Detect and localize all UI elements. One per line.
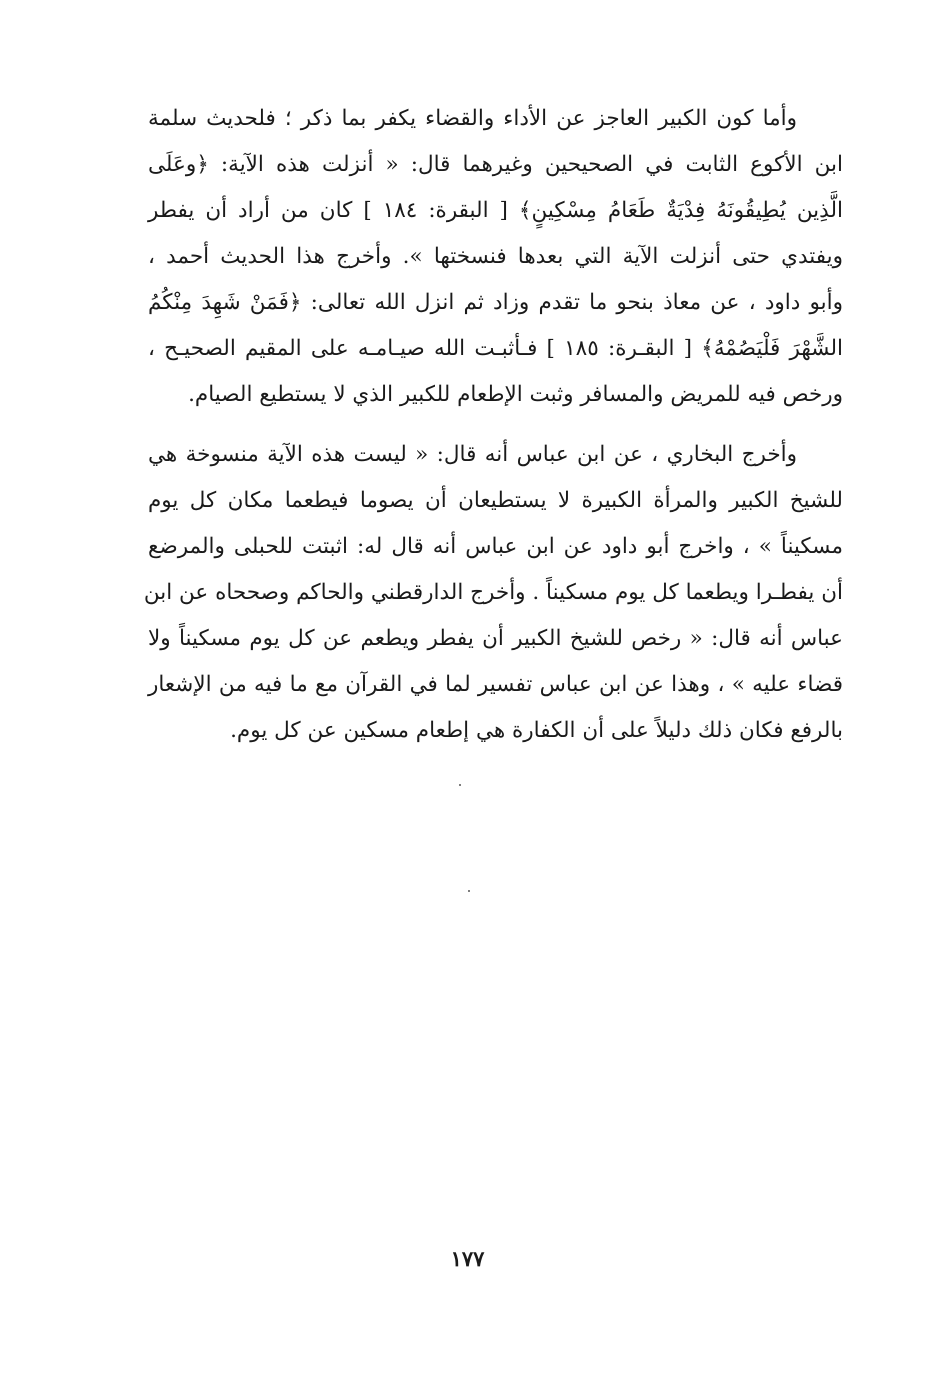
text-line: ورخص فيه للمريض والمسافر وثبت الإطعام للكبير الذي لا يستطيع الصيام. bbox=[188, 382, 843, 407]
text-line: مسكيناً » ، واخرج أبو داود عن ابن عباس أنه قال له: اثبتت للحبلى والمرضع bbox=[148, 534, 843, 559]
text-line: وأبو داود ، عن معاذ بنحو ما تقدم وزاد ثم انزل الله تعالى: ﴿فَمَنْ شَهِدَ مِنْكُمُ bbox=[148, 290, 843, 315]
paragraph-spacer bbox=[148, 418, 843, 432]
scan-speck bbox=[459, 784, 461, 786]
body-text bbox=[143, 96, 843, 754]
text-line: عباس أنه قال: « رخص للشيخ الكبير أن يفطر ويطعم عن كل يوم مسكيناً ولا bbox=[148, 626, 843, 651]
text-line: أن يفطـرا ويطعما كل يوم مسكيناً . وأخرج الدارقطني والحاكم وصححاه عن ابن bbox=[143, 580, 843, 605]
text-line: بالرفع فكان ذلك دليلاً على أن الكفارة هي إطعام مسكين عن كل يوم. bbox=[230, 718, 843, 743]
text-line: قضاء عليه » ، وهذا عن ابن عباس تفسير لما في القرآن مع ما فيه من الإشعار bbox=[148, 672, 843, 697]
text-line: ابن الأكوع الثابت في الصحيحين وغيرهما قال: « أنزلت هذه الآية: ﴿وعَلَى bbox=[148, 152, 843, 177]
text-line: ويفتدي حتى أنزلت الآية التي بعدها فنسختها ». وأخرج هذا الحديث أحمد ، bbox=[148, 244, 843, 269]
text-line: وأما كون الكبير العاجز عن الأداء والقضاء يكفر بما ذكر ؛ فلحديث سلمة bbox=[148, 106, 797, 131]
page-number: ١٧٧ bbox=[450, 1246, 485, 1271]
paragraph-2 bbox=[143, 432, 843, 754]
paragraph-1 bbox=[148, 96, 843, 418]
text-line: للشيخ الكبير والمرأة الكبيرة لا يستطيعان أن يصوما فيطعما مكان كل يوم bbox=[148, 488, 843, 513]
text-line: وأخرج البخاري ، عن ابن عباس أنه قال: « ليست هذه الآية منسوخة هي bbox=[148, 442, 797, 467]
scan-speck bbox=[468, 890, 470, 892]
text-line: الشَّهْرَ فَلْيَصُمْهُ﴾ [ البقـرة: ١٨٥ ] فـأثبـت الله صيـامـه على المقيم الصحيـح ، bbox=[148, 336, 843, 361]
text-line: الَّذِين يُطِيقُونَهُ فِدْيَةٌ طَعَامُ مِسْكِينٍ﴾ [ البقرة: ١٨٤ ] كان من أراد أن يفطر bbox=[148, 198, 843, 223]
